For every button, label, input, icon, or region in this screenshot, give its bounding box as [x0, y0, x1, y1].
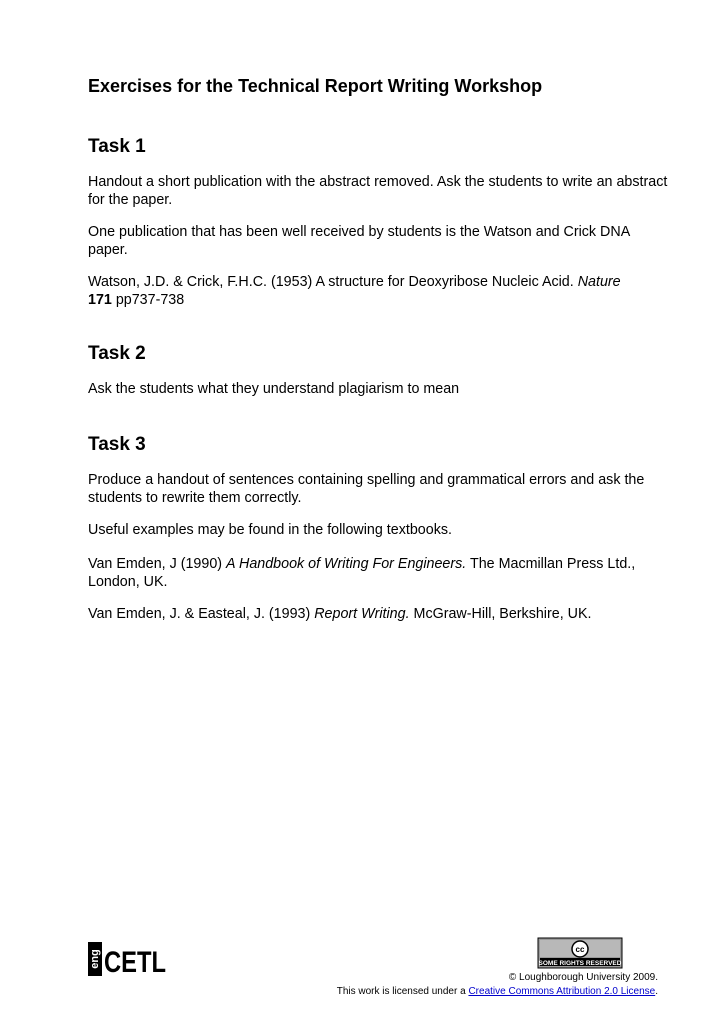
document-title: Exercises for the Technical Report Writing Workshop	[88, 76, 543, 96]
license-post: .	[655, 986, 658, 997]
task-2-paragraph-1: Ask the students what they understand plagiarism to mean	[88, 381, 460, 397]
license-link[interactable]: Creative Commons Attribution 2.0 License	[468, 986, 656, 997]
copyright-notice: © Loughborough University 2009.	[508, 972, 658, 983]
logo-main-text: CETL	[104, 946, 166, 979]
task-1-paragraph-1: Handout a short publication with the abstract removed. Ask the students to write an abstract for the paper.	[88, 174, 668, 208]
license-notice	[337, 986, 658, 997]
ref1-title: A Handbook of Writing For Engineers.	[226, 556, 467, 572]
ref-volume: 171	[88, 292, 112, 308]
logo-side-text: eng	[88, 949, 101, 969]
creative-commons-badge[interactable]	[538, 938, 622, 968]
ref-journal: Nature	[577, 274, 621, 290]
task-3-reference-2	[88, 605, 668, 623]
ref-pages: pp737-738	[111, 292, 185, 308]
task-3-reference-1	[88, 555, 668, 591]
task-2-heading: Task 2	[88, 343, 146, 364]
ref1-pre: Van Emden, J (1990)	[88, 556, 227, 572]
task-3-heading: Task 3	[88, 434, 146, 455]
task-3-paragraph-1: Produce a handout of sentences containing spelling and grammatical errors and ask the students to rewrite them correctly.	[88, 472, 645, 506]
task-3-paragraph-2: Useful examples may be found in the following textbooks.	[88, 522, 452, 538]
task-1-heading: Task 1	[88, 136, 146, 157]
task-1-reference	[88, 273, 668, 309]
ref1-post: The Macmillan Press Ltd., London, UK.	[88, 556, 636, 590]
ref-authors: Watson, J.D. & Crick, F.H.C. (1953) A structure for Deoxyribose Nucleic Acid.	[88, 274, 578, 290]
task-1-paragraph-2: One publication that has been well received by students is the Watson and Crick DNA paper.	[88, 224, 630, 258]
ref2-pre: Van Emden, J. & Easteal, J. (1993)	[88, 606, 315, 622]
cc-label: SOME RIGHTS RESERVED	[538, 960, 622, 967]
ref2-post: McGraw-Hill, Berkshire, UK.	[409, 606, 592, 622]
ref2-title: Report Writing.	[314, 606, 410, 622]
cc-icon: cc	[575, 945, 585, 954]
license-pre: This work is licensed under a	[336, 986, 469, 997]
engcetl-logo	[88, 942, 168, 979]
